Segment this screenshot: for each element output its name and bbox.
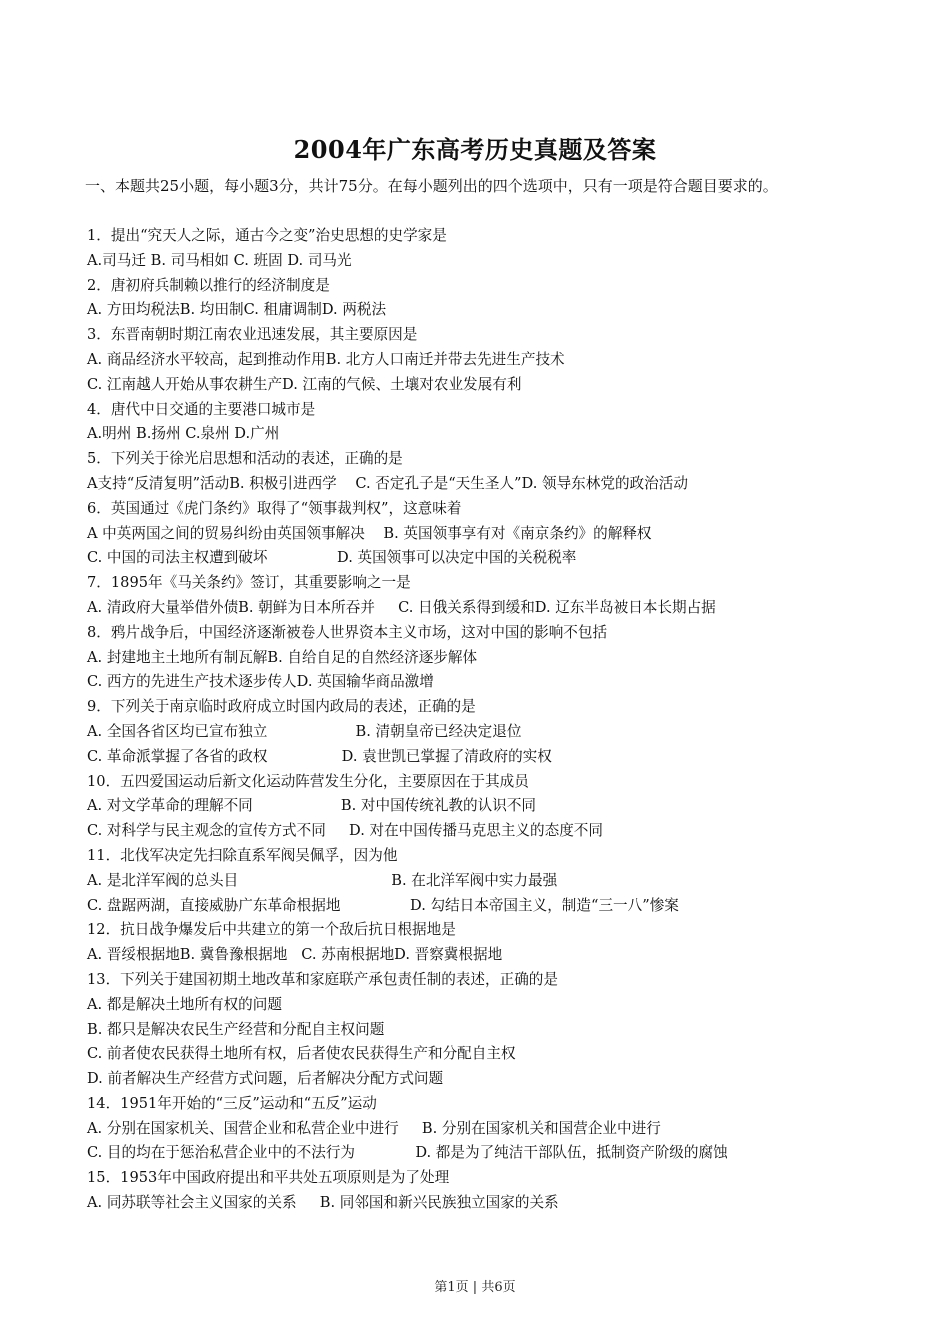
- question-line: A.明州 B.扬州 C.泉州 D.广州: [87, 425, 280, 443]
- question-line: 11．北伐军决定先扫除直系军阀吴佩孚，因为他: [87, 846, 398, 864]
- question-line: 5．下列关于徐光启思想和活动的表述，正确的是: [87, 450, 403, 468]
- question-line: A. 全国各省区均已宣布独立 B. 清朝皇帝已经决定退位: [87, 722, 522, 740]
- question-line: A. 晋绥根据地B. 冀鲁豫根据地 C. 苏南根据地D. 晋察冀根据地: [87, 946, 503, 964]
- question-line: 8．鸦片战争后，中国经济逐渐被卷人世界资本主义市场，这对中国的影响不包括: [87, 623, 608, 641]
- question-line: C. 江南越人开始从事农耕生产D. 江南的气候、土壤对农业发展有利: [87, 375, 522, 393]
- question-line: 6．英国通过《虎门条约》取得了“领事裁判权”，这意味着: [87, 499, 462, 517]
- question-line: A. 商品经济水平较高，起到推动作用B. 北方人口南迁并带去先进生产技术: [87, 350, 565, 368]
- question-line: B. 都只是解决农民生产经营和分配自主权问题: [87, 1020, 385, 1038]
- question-line: 3．东晋南朝时期江南农业迅速发展，其主要原因是: [87, 326, 418, 344]
- question-line: A. 清政府大量举借外债B. 朝鲜为日本所吞并 C. 日俄关系得到缓和D. 辽东半岛被日本长期占据: [87, 598, 716, 616]
- question-line: D. 前者解决生产经营方式问题，后者解决分配方式问题: [87, 1070, 444, 1088]
- question-line: A. 对文学革命的理解不同 B. 对中国传统礼教的认识不同: [87, 797, 537, 815]
- question-line: C. 对科学与民主观念的宣传方式不同 D. 对在中国传播马克思主义的态度不同: [87, 822, 603, 840]
- question-line: A.司马迁 B. 司马相如 C. 班固 D. 司马光: [87, 251, 352, 269]
- question-line: C. 盘踞两湖，直接威胁广东革命根据地 D. 勾结日本帝国主义，制造“三一八”惨案: [87, 896, 679, 914]
- question-line: 1．提出“究天人之际，通古今之变”治史思想的史学家是: [87, 227, 447, 244]
- question-line: 2．唐初府兵制赖以推行的经济制度是: [87, 276, 330, 294]
- question-line: 10．五四爱国运动后新文化运动阵营发生分化，主要原因在于其成员: [87, 772, 529, 790]
- question-line: C. 前者使农民获得土地所有权，后者使农民获得生产和分配自主权: [87, 1045, 516, 1063]
- question-line: 14．1951年开始的“三反”运动和“五反”运动: [87, 1094, 377, 1112]
- question-line: 9．下列关于南京临时政府成立时国内政局的表述，正确的是: [87, 698, 476, 716]
- page-title: 2004年广东高考历史真题及答案: [293, 135, 657, 164]
- page-footer: 第1页 | 共6页: [434, 1280, 516, 1295]
- question-line: A支持“反清复明”活动B. 积极引进西学 C. 否定孔子是“天生圣人”D. 领导东林党的政治活动: [87, 474, 688, 492]
- question-line: A. 都是解决土地所有权的问题: [87, 995, 282, 1013]
- question-line: C. 西方的先进生产技术逐步传人D. 英国输华商品激增: [87, 673, 434, 691]
- question-line: 15．1953年中国政府提出和平共处五项原则是为了处理: [87, 1169, 450, 1187]
- question-line: A. 分别在国家机关、国营企业和私营企业中进行 B. 分别在国家机关和国营企业中进行: [87, 1119, 661, 1137]
- question-line: A. 同苏联等社会主义国家的关系 B. 同邻国和新兴民族独立国家的关系: [87, 1194, 559, 1212]
- question-line: C. 目的均在于惩治私营企业中的不法行为 D. 都是为了纯洁干部队伍，抵制资产阶级的腐蚀: [87, 1144, 728, 1162]
- question-line: 12．抗日战争爆发后中共建立的第一个敌后抗日根据地是: [87, 921, 456, 939]
- question-line: C. 中国的司法主权遭到破坏 D. 英国领事可以决定中国的关税税率: [87, 549, 577, 567]
- question-line: A 中英两国之间的贸易纠纷由英国领事解决 B. 英国领事享有对《南京条约》的解释权: [87, 524, 652, 542]
- question-line: 4．唐代中日交通的主要港口城市是: [87, 400, 316, 418]
- question-line: C. 革命派掌握了各省的政权 D. 袁世凯已掌握了清政府的实权: [87, 747, 552, 765]
- question-list: [87, 224, 887, 1216]
- question-line: 13．下列关于建国初期土地改革和家庭联产承包责任制的表述，正确的是: [87, 970, 558, 988]
- question-line: A. 方田均税法B. 均田制C. 租庸调制D. 两税法: [87, 301, 387, 319]
- question-line: A. 是北洋军阀的总头目 B. 在北洋军阀中实力最强: [87, 871, 558, 889]
- question-line: A. 封建地主土地所有制瓦解B. 自给自足的自然经济逐步解体: [87, 648, 478, 666]
- section-header: 一、本题共25小题，每小题3分，共计75分。在每小题列出的四个选项中，只有一项是符合题目要求的。: [85, 177, 778, 195]
- question-line: 7．1895年《马关条约》签订，其重要影响之一是: [87, 574, 411, 592]
